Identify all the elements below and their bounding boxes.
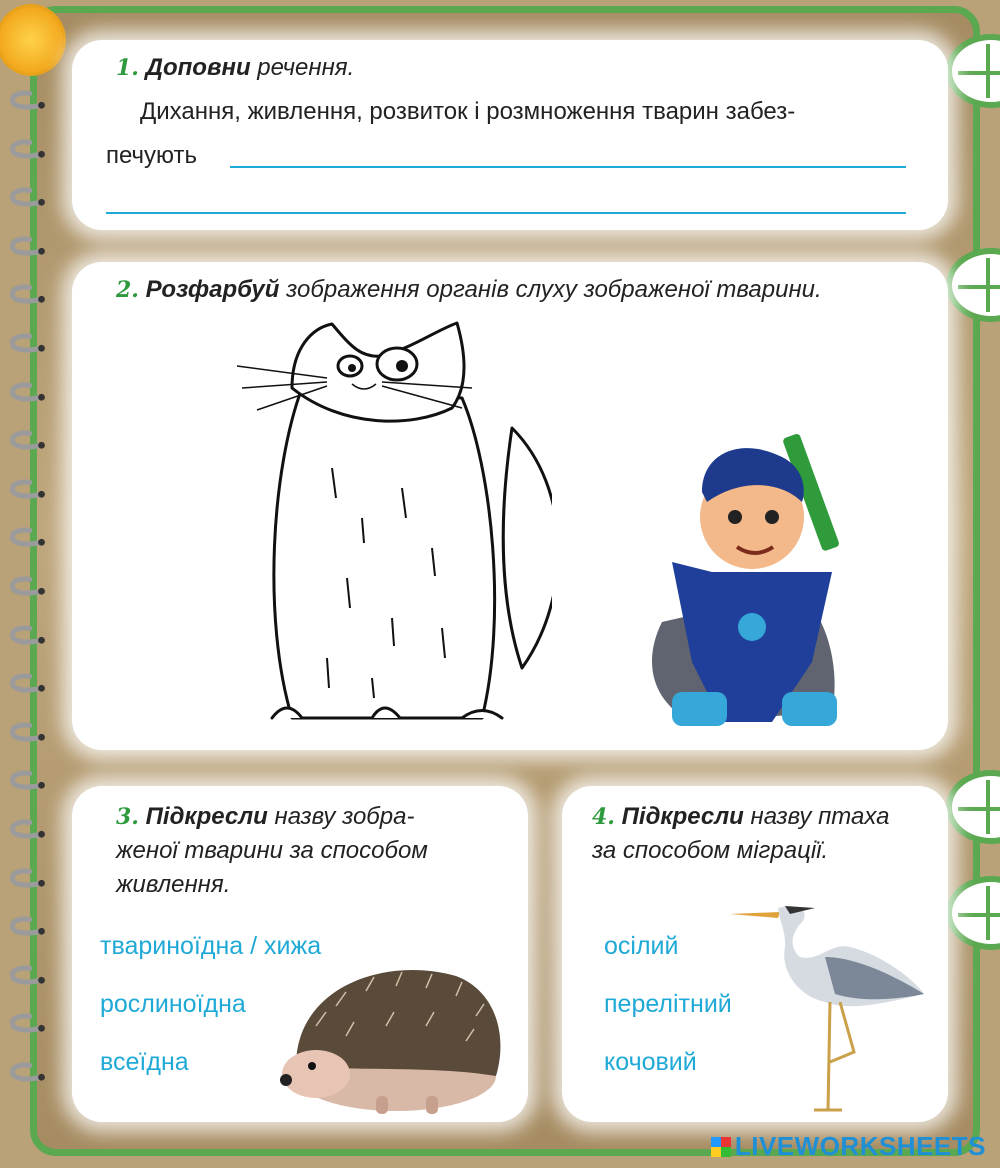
- binder-ring-icon: [6, 479, 50, 501]
- binder-ring-icon: [6, 139, 50, 161]
- task1-panel: [72, 40, 948, 230]
- option-carnivore[interactable]: твариноїдна / хижа: [100, 932, 322, 960]
- task-instruction: женої тварини за способом: [116, 837, 428, 864]
- brand-text: LIVEWORKSHEETS: [734, 1131, 986, 1161]
- task-instruction: речення.: [250, 54, 355, 81]
- binder-ring-icon: [6, 430, 50, 452]
- task-verb: Підкресли: [145, 803, 268, 830]
- sentence-line-1: Дихання, живлення, розвиток і розмноження тварин забез-: [140, 98, 796, 125]
- task1-heading: [116, 54, 354, 82]
- task-instruction: зображення органів слуху зображеної тварини.: [279, 276, 822, 303]
- option-omnivore[interactable]: всеїдна: [100, 1048, 189, 1076]
- binder-ring-icon: [6, 965, 50, 987]
- task-verb: Доповни: [145, 54, 251, 81]
- binder-ring-icon: [6, 284, 50, 306]
- task-number: 3.: [116, 804, 139, 830]
- task4-heading: [592, 800, 889, 868]
- binder-ring-icon: [6, 90, 50, 112]
- task-verb: Підкресли: [621, 803, 744, 830]
- brand-logo: [711, 1131, 986, 1162]
- task-number: 4.: [592, 804, 615, 830]
- answer-line-2[interactable]: [106, 212, 906, 214]
- cartoon-boy: [632, 422, 872, 742]
- binder-ring-icon: [6, 916, 50, 938]
- option-nomadic[interactable]: кочовий: [604, 1048, 697, 1076]
- heron: [730, 902, 930, 1120]
- task-instruction: назву зобра-: [267, 803, 415, 830]
- option-migratory[interactable]: перелітний: [604, 990, 732, 1018]
- option-resident[interactable]: осілий: [604, 932, 679, 960]
- binder-ring-icon: [6, 1013, 50, 1035]
- task4-panel: [562, 786, 948, 1122]
- task2-panel: [72, 262, 948, 750]
- task2-heading: [116, 276, 822, 304]
- binder-ring-icon: [6, 673, 50, 695]
- binder-ring-icon: [6, 236, 50, 258]
- brand-mark-icon: [711, 1137, 731, 1157]
- binder-ring-icon: [6, 722, 50, 744]
- hedgehog: [276, 956, 508, 1121]
- task-verb: Розфарбуй: [145, 276, 280, 303]
- cat-drawing[interactable]: [232, 318, 552, 748]
- answer-line-1[interactable]: [230, 166, 906, 168]
- task3-heading: [116, 800, 508, 902]
- task-number: 2.: [116, 277, 139, 303]
- binder-ring-icon: [6, 576, 50, 598]
- task-number: 1.: [116, 55, 139, 81]
- binder-ring-icon: [6, 333, 50, 355]
- binder-ring-icon: [6, 382, 50, 404]
- task3-panel: [72, 786, 528, 1122]
- binder-ring-icon: [6, 1062, 50, 1084]
- binder-ring-icon: [6, 819, 50, 841]
- task-instruction: живлення.: [116, 871, 231, 898]
- binder-ring-icon: [6, 187, 50, 209]
- option-herbivore[interactable]: рослиноїдна: [100, 990, 246, 1018]
- task-instruction: за способом міграції.: [592, 837, 829, 864]
- binder-ring-icon: [6, 625, 50, 647]
- binder-ring-icon: [6, 527, 50, 549]
- binder-ring-icon: [6, 770, 50, 792]
- task-instruction: назву птаха: [743, 803, 890, 830]
- binder-ring-icon: [6, 868, 50, 890]
- sentence-line-2: печують: [106, 142, 198, 169]
